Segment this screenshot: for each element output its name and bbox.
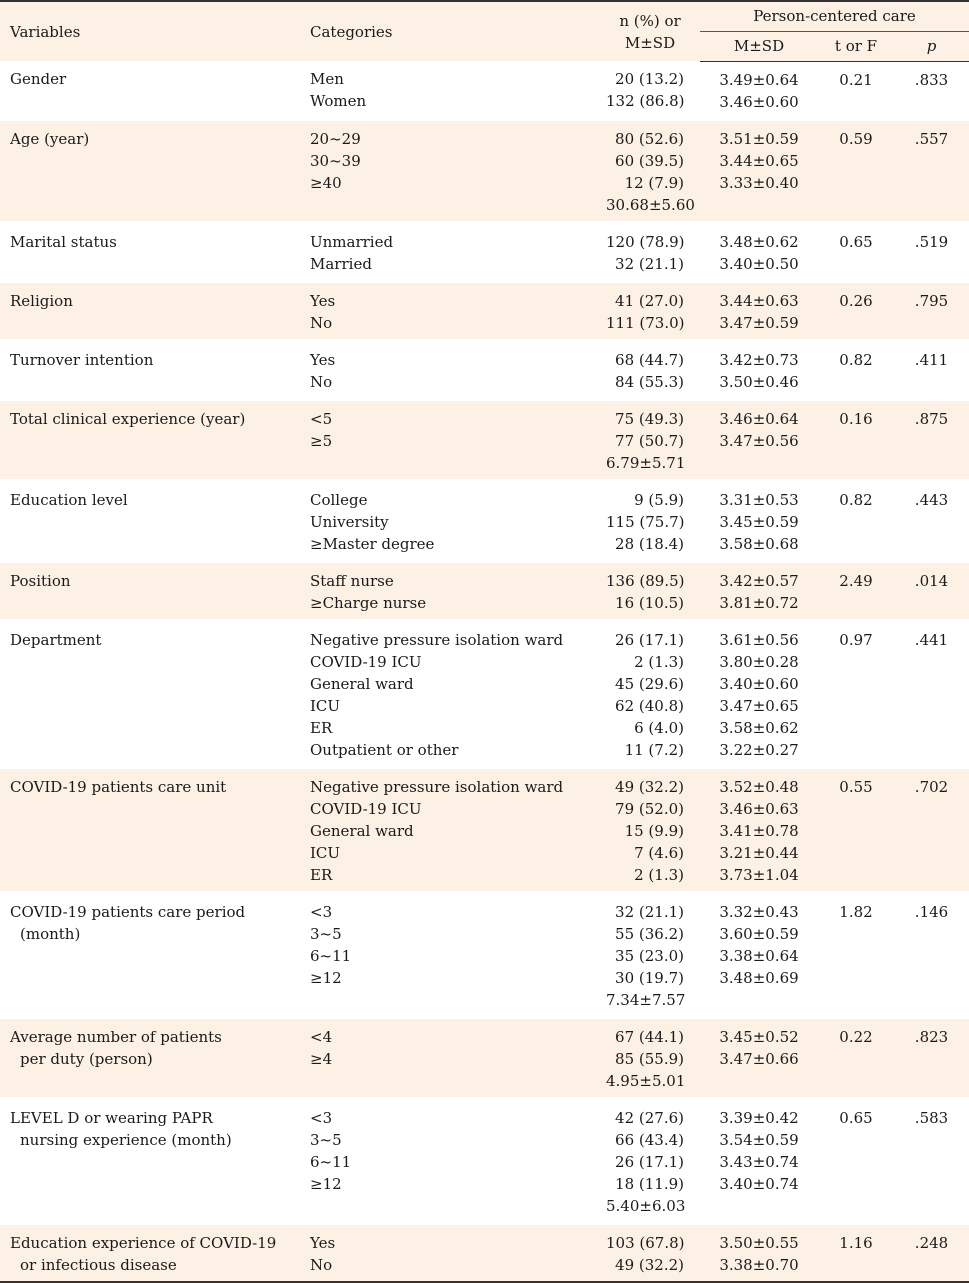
- mean-sd-cell-line: 3.39±0.42: [719, 1108, 799, 1127]
- n-percent-cell: [600, 767, 700, 892]
- variable-cell-line: Education level: [10, 490, 128, 509]
- p-value-cell: .248: [894, 1223, 969, 1282]
- mean-sd-cell-line: 3.43±0.74: [719, 1152, 799, 1171]
- category-cell-line: Negative pressure isolation ward: [310, 777, 564, 796]
- category-cell: [300, 561, 600, 620]
- mean-sd-cell-line: 3.51±0.59: [719, 129, 799, 148]
- mean-sd-cell-line: 3.21±0.44: [719, 843, 799, 862]
- n-percent-cell-line: 68 (44.7): [615, 350, 684, 369]
- mean-sd-cell: [700, 340, 818, 399]
- n-percent-cell: [600, 119, 700, 222]
- category-cell-line: Outpatient or other: [310, 740, 459, 759]
- mean-sd-cell-line: 3.45±0.52: [719, 1027, 799, 1046]
- mean-sd-cell-line: 3.58±0.62: [719, 718, 799, 737]
- n-percent-cell-line: 35 (23.0): [615, 946, 684, 965]
- variable-cell-line: Gender: [10, 70, 67, 88]
- mean-sd-cell-line: 3.58±0.68: [719, 534, 799, 553]
- category-cell: [300, 480, 600, 561]
- mean-sd-cell-line: 3.38±0.64: [719, 946, 799, 965]
- category-cell-line: Men: [310, 70, 344, 88]
- p-value-cell: .411: [894, 340, 969, 399]
- mean-sd-cell-line: 3.47±0.66: [719, 1049, 799, 1068]
- header-n-pct-line1: n (%) or: [619, 11, 681, 30]
- n-percent-cell: [600, 399, 700, 480]
- n-percent-cell-line: 77 (50.7): [615, 431, 684, 450]
- table-row: [0, 399, 969, 480]
- category-cell-line: ER: [310, 718, 333, 737]
- header-categories: Categories: [300, 1, 600, 61]
- n-percent-cell-line: 32 (21.1): [615, 254, 684, 273]
- table-row: [0, 1098, 969, 1223]
- category-cell: [300, 281, 600, 340]
- mean-sd-cell: [700, 1098, 818, 1223]
- category-cell-line: Yes: [310, 350, 336, 369]
- n-percent-cell-line: 9 (5.9): [634, 490, 684, 509]
- n-percent-cell-line: 79 (52.0): [615, 799, 684, 818]
- variable-cell-line: COVID-19 patients care unit: [10, 777, 227, 796]
- category-cell-line: ≥Master degree: [310, 534, 435, 553]
- mean-sd-cell-line: 3.44±0.65: [719, 151, 799, 170]
- mean-sd-cell-line: 3.46±0.60: [719, 92, 799, 111]
- mean-sd-cell: [700, 480, 818, 561]
- category-cell: [300, 340, 600, 399]
- t-or-f-cell: 2.49: [818, 561, 894, 620]
- n-percent-cell-line: 20 (13.2): [615, 70, 684, 88]
- n-percent-cell-line: 2 (1.3): [634, 652, 684, 671]
- table-row: [0, 222, 969, 281]
- category-cell-line: Women: [310, 92, 367, 110]
- t-or-f-cell: 0.65: [818, 1098, 894, 1223]
- variable-cell: [0, 767, 300, 892]
- n-percent-cell-line: 4.95±5.01: [606, 1071, 686, 1090]
- n-percent-cell-line: 32 (21.1): [615, 902, 684, 921]
- category-cell-line: Unmarried: [310, 232, 394, 251]
- category-cell-line: General ward: [310, 674, 414, 693]
- mean-sd-cell-line: 3.42±0.57: [719, 571, 799, 590]
- mean-sd-cell-line: 3.41±0.78: [719, 821, 799, 840]
- category-cell-line: ICU: [310, 843, 341, 862]
- n-percent-cell-line: 111 (73.0): [606, 313, 685, 332]
- n-percent-cell-line: 2 (1.3): [634, 865, 684, 884]
- n-percent-cell-line: 67 (44.1): [615, 1027, 684, 1046]
- mean-sd-cell-line: 3.48±0.69: [719, 968, 799, 987]
- mean-sd-cell-line: 3.80±0.28: [719, 652, 799, 671]
- variable-cell-line: Position: [10, 571, 71, 590]
- n-percent-cell-line: 45 (29.6): [615, 674, 684, 693]
- mean-sd-cell: [700, 620, 818, 767]
- n-percent-cell-line: 28 (18.4): [615, 534, 684, 553]
- header-n-pct: [600, 1, 700, 61]
- t-or-f-cell: 0.82: [818, 340, 894, 399]
- variable-cell: [0, 480, 300, 561]
- mean-sd-cell-line: 3.40±0.50: [719, 254, 799, 273]
- variable-cell: [0, 399, 300, 480]
- mean-sd-cell: [700, 892, 818, 1017]
- p-value-cell: .875: [894, 399, 969, 480]
- mean-sd-cell-line: 3.47±0.56: [719, 431, 799, 450]
- table-row: [0, 61, 969, 119]
- mean-sd-cell-line: 3.38±0.70: [719, 1255, 799, 1274]
- variable-cell-line: LEVEL D or wearing PAPR: [10, 1108, 213, 1127]
- mean-sd-cell: [700, 399, 818, 480]
- table-body: [0, 61, 969, 1282]
- variable-cell-line: per duty (person): [20, 1049, 153, 1068]
- category-cell-line: University: [310, 512, 389, 531]
- mean-sd-cell-line: 3.47±0.65: [719, 696, 799, 715]
- n-percent-cell-line: 103 (67.8): [606, 1233, 685, 1252]
- mean-sd-cell-line: 3.40±0.74: [719, 1174, 799, 1193]
- mean-sd-cell-line: 3.33±0.40: [719, 173, 799, 192]
- n-percent-cell-line: 60 (39.5): [615, 151, 684, 170]
- n-percent-cell-line: 5.40±6.03: [606, 1196, 686, 1215]
- mean-sd-cell-line: 3.50±0.55: [719, 1233, 799, 1252]
- variable-cell: [0, 340, 300, 399]
- n-percent-cell-line: 49 (32.2): [615, 1255, 684, 1274]
- category-cell-line: 6~11: [310, 1152, 352, 1171]
- header-msd: M±SD: [700, 31, 818, 61]
- category-cell-line: ≥40: [310, 173, 342, 192]
- p-value-cell: .519: [894, 222, 969, 281]
- table-row: [0, 480, 969, 561]
- header-p: p: [894, 31, 969, 61]
- n-percent-cell-line: 66 (43.4): [615, 1130, 684, 1149]
- n-percent-cell-line: 15 (9.9): [624, 821, 684, 840]
- n-percent-cell-line: 80 (52.6): [615, 129, 684, 148]
- category-cell-line: No: [310, 313, 333, 332]
- category-cell: [300, 1098, 600, 1223]
- mean-sd-cell-line: 3.40±0.60: [719, 674, 799, 693]
- variable-cell-line: COVID-19 patients care period: [10, 902, 246, 921]
- table-row: [0, 561, 969, 620]
- mean-sd-cell-line: 3.44±0.63: [719, 291, 799, 310]
- variable-cell: [0, 1017, 300, 1098]
- n-percent-cell-line: 11 (7.2): [624, 740, 684, 759]
- category-cell-line: <3: [310, 902, 333, 921]
- mean-sd-cell-line: 3.48±0.62: [719, 232, 799, 251]
- n-percent-cell-line: 84 (55.3): [615, 372, 684, 391]
- variable-cell: [0, 281, 300, 340]
- category-cell-line: ≥5: [310, 431, 333, 450]
- category-cell-line: 20~29: [310, 129, 361, 148]
- variable-cell: [0, 1223, 300, 1282]
- category-cell: [300, 1017, 600, 1098]
- n-percent-cell-line: 115 (75.7): [606, 512, 685, 531]
- n-percent-cell-line: 85 (55.9): [615, 1049, 684, 1068]
- table-row: [0, 620, 969, 767]
- category-cell-line: ICU: [310, 696, 341, 715]
- n-percent-cell-line: 18 (11.9): [615, 1174, 684, 1193]
- variable-cell-line: Age (year): [10, 129, 90, 148]
- category-cell: [300, 1223, 600, 1282]
- mean-sd-cell: [700, 281, 818, 340]
- table-row: [0, 119, 969, 222]
- category-cell-line: Yes: [310, 291, 336, 310]
- category-cell-line: 3~5: [310, 924, 342, 943]
- t-or-f-cell: 0.82: [818, 480, 894, 561]
- variable-cell-line: (month): [20, 924, 81, 943]
- variable-cell: [0, 561, 300, 620]
- header-group: Person-centered care: [700, 1, 969, 31]
- p-value-cell: .583: [894, 1098, 969, 1223]
- category-cell-line: 6~11: [310, 946, 352, 965]
- mean-sd-cell: [700, 1017, 818, 1098]
- p-value-cell: .557: [894, 119, 969, 222]
- header-n-pct-line2: M±SD: [624, 33, 676, 52]
- header-tf: t or F: [818, 31, 894, 61]
- mean-sd-cell-line: 3.46±0.63: [719, 799, 799, 818]
- n-percent-cell-line: 7 (4.6): [634, 843, 684, 862]
- category-cell-line: ≥Charge nurse: [310, 593, 427, 612]
- mean-sd-cell-line: 3.45±0.59: [719, 512, 799, 531]
- category-cell-line: COVID-19 ICU: [310, 652, 422, 671]
- mean-sd-cell-line: 3.47±0.59: [719, 313, 799, 332]
- variable-cell: [0, 620, 300, 767]
- t-or-f-cell: 0.97: [818, 620, 894, 767]
- table-row: [0, 281, 969, 340]
- p-value-cell: .702: [894, 767, 969, 892]
- category-cell-line: No: [310, 372, 333, 391]
- n-percent-cell: [600, 340, 700, 399]
- variable-cell-line: Total clinical experience (year): [10, 409, 246, 428]
- n-percent-cell-line: 7.34±7.57: [606, 990, 686, 1009]
- mean-sd-cell: [700, 119, 818, 222]
- p-value-cell: .014: [894, 561, 969, 620]
- n-percent-cell-line: 42 (27.6): [615, 1108, 684, 1127]
- category-cell-line: Negative pressure isolation ward: [310, 630, 564, 649]
- category-cell-line: <4: [310, 1027, 333, 1046]
- category-cell: [300, 399, 600, 480]
- variable-cell: [0, 119, 300, 222]
- n-percent-cell-line: 62 (40.8): [615, 696, 684, 715]
- category-cell-line: ≥12: [310, 1174, 342, 1193]
- n-percent-cell: [600, 1223, 700, 1282]
- mean-sd-cell: [700, 1223, 818, 1282]
- t-or-f-cell: 0.65: [818, 222, 894, 281]
- table-row: [0, 767, 969, 892]
- category-cell: [300, 767, 600, 892]
- mean-sd-cell-line: 3.81±0.72: [719, 593, 799, 612]
- n-percent-cell: [600, 222, 700, 281]
- table-row: [0, 340, 969, 399]
- n-percent-cell: [600, 61, 700, 119]
- n-percent-cell-line: 26 (17.1): [615, 630, 684, 649]
- n-percent-cell: [600, 480, 700, 561]
- t-or-f-cell: 1.82: [818, 892, 894, 1017]
- category-cell-line: <3: [310, 1108, 333, 1127]
- mean-sd-cell: [700, 561, 818, 620]
- t-or-f-cell: 0.21: [839, 70, 873, 89]
- variable-cell-line: Marital status: [10, 232, 117, 251]
- category-cell-line: College: [310, 490, 368, 509]
- category-cell-line: COVID-19 ICU: [310, 799, 422, 818]
- variable-cell: [0, 61, 300, 119]
- t-or-f-cell: 0.22: [818, 1017, 894, 1098]
- mean-sd-cell-line: 3.60±0.59: [719, 924, 799, 943]
- mean-sd-cell-line: 3.49±0.64: [719, 70, 799, 89]
- n-percent-cell-line: 6.79±5.71: [606, 453, 686, 472]
- category-cell-line: 30~39: [310, 151, 361, 170]
- variable-cell: [0, 892, 300, 1017]
- variable-cell-line: Department: [10, 630, 102, 649]
- mean-sd-cell-line: 3.50±0.46: [719, 372, 799, 391]
- variable-cell-line: or infectious disease: [20, 1255, 177, 1274]
- category-cell-line: Yes: [310, 1233, 336, 1252]
- mean-sd-cell-line: 3.32±0.43: [719, 902, 799, 921]
- n-percent-cell-line: 12 (7.9): [624, 173, 684, 192]
- t-or-f-cell: 0.16: [818, 399, 894, 480]
- n-percent-cell-line: 41 (27.0): [615, 291, 684, 310]
- n-percent-cell: [600, 1098, 700, 1223]
- category-cell: [300, 620, 600, 767]
- mean-sd-cell-line: 3.61±0.56: [719, 630, 799, 649]
- variable-cell: [0, 1098, 300, 1223]
- category-cell-line: <5: [310, 409, 333, 428]
- p-value-cell: .443: [894, 480, 969, 561]
- n-percent-cell-line: 16 (10.5): [615, 593, 684, 612]
- table-row: [0, 892, 969, 1017]
- category-cell-line: No: [310, 1255, 333, 1274]
- t-or-f-cell: 0.26: [818, 281, 894, 340]
- mean-sd-cell-line: 3.22±0.27: [719, 740, 799, 759]
- n-percent-cell-line: 30.68±5.60: [606, 195, 695, 214]
- category-cell-line: Staff nurse: [310, 571, 394, 590]
- n-percent-cell-line: 49 (32.2): [615, 777, 684, 796]
- n-percent-cell: [600, 1017, 700, 1098]
- p-value-cell: .833: [914, 70, 949, 89]
- t-or-f-cell: 0.59: [818, 119, 894, 222]
- category-cell: [300, 892, 600, 1017]
- n-percent-cell-line: 120 (78.9): [606, 232, 685, 251]
- n-percent-cell-line: 136 (89.5): [606, 571, 685, 590]
- n-percent-cell-line: 30 (19.7): [615, 968, 684, 987]
- header-variables: Variables: [0, 1, 300, 61]
- category-cell: [300, 61, 600, 119]
- category-cell-line: General ward: [310, 821, 414, 840]
- n-percent-cell: [600, 281, 700, 340]
- n-percent-cell: [600, 561, 700, 620]
- mean-sd-cell: [700, 222, 818, 281]
- mean-sd-cell-line: 3.31±0.53: [719, 490, 799, 509]
- category-cell: [300, 222, 600, 281]
- p-value-cell: .823: [894, 1017, 969, 1098]
- t-or-f-cell: 0.55: [818, 767, 894, 892]
- mean-sd-cell-line: 3.46±0.64: [719, 409, 799, 428]
- n-percent-cell: [600, 620, 700, 767]
- p-value-cell: .146: [894, 892, 969, 1017]
- mean-sd-cell: [700, 61, 818, 119]
- category-cell-line: 3~5: [310, 1130, 342, 1149]
- n-percent-cell-line: 132 (86.8): [606, 92, 685, 110]
- table-header: [0, 1, 969, 61]
- t-or-f-cell: 1.16: [818, 1223, 894, 1282]
- variable-cell-line: Religion: [10, 291, 73, 310]
- n-percent-cell-line: 6 (4.0): [634, 718, 684, 737]
- category-cell-line: ER: [310, 865, 333, 884]
- variable-cell-line: Education experience of COVID-19: [10, 1233, 277, 1252]
- mean-sd-cell-line: 3.52±0.48: [719, 777, 799, 796]
- category-cell-line: Married: [310, 254, 372, 273]
- variable-cell-line: Turnover intention: [10, 350, 154, 369]
- variable-cell: [0, 222, 300, 281]
- variable-cell-line: Average number of patients: [10, 1027, 222, 1046]
- n-percent-cell-line: 26 (17.1): [615, 1152, 684, 1171]
- category-cell-line: ≥4: [310, 1049, 333, 1068]
- p-value-cell: .441: [894, 620, 969, 767]
- mean-sd-cell: [700, 767, 818, 892]
- mean-sd-cell-line: 3.54±0.59: [719, 1130, 799, 1149]
- mean-sd-cell-line: 3.42±0.73: [719, 350, 799, 369]
- mean-sd-cell-line: 3.73±1.04: [719, 865, 799, 884]
- p-value-cell: .795: [894, 281, 969, 340]
- category-cell-line: ≥12: [310, 968, 342, 987]
- n-percent-cell-line: 75 (49.3): [615, 409, 684, 428]
- table-row: [0, 1017, 969, 1098]
- n-percent-cell-line: 55 (36.2): [615, 924, 684, 943]
- table-row: [0, 1223, 969, 1282]
- n-percent-cell: [600, 892, 700, 1017]
- variable-cell-line: nursing experience (month): [20, 1130, 232, 1149]
- category-cell: [300, 119, 600, 222]
